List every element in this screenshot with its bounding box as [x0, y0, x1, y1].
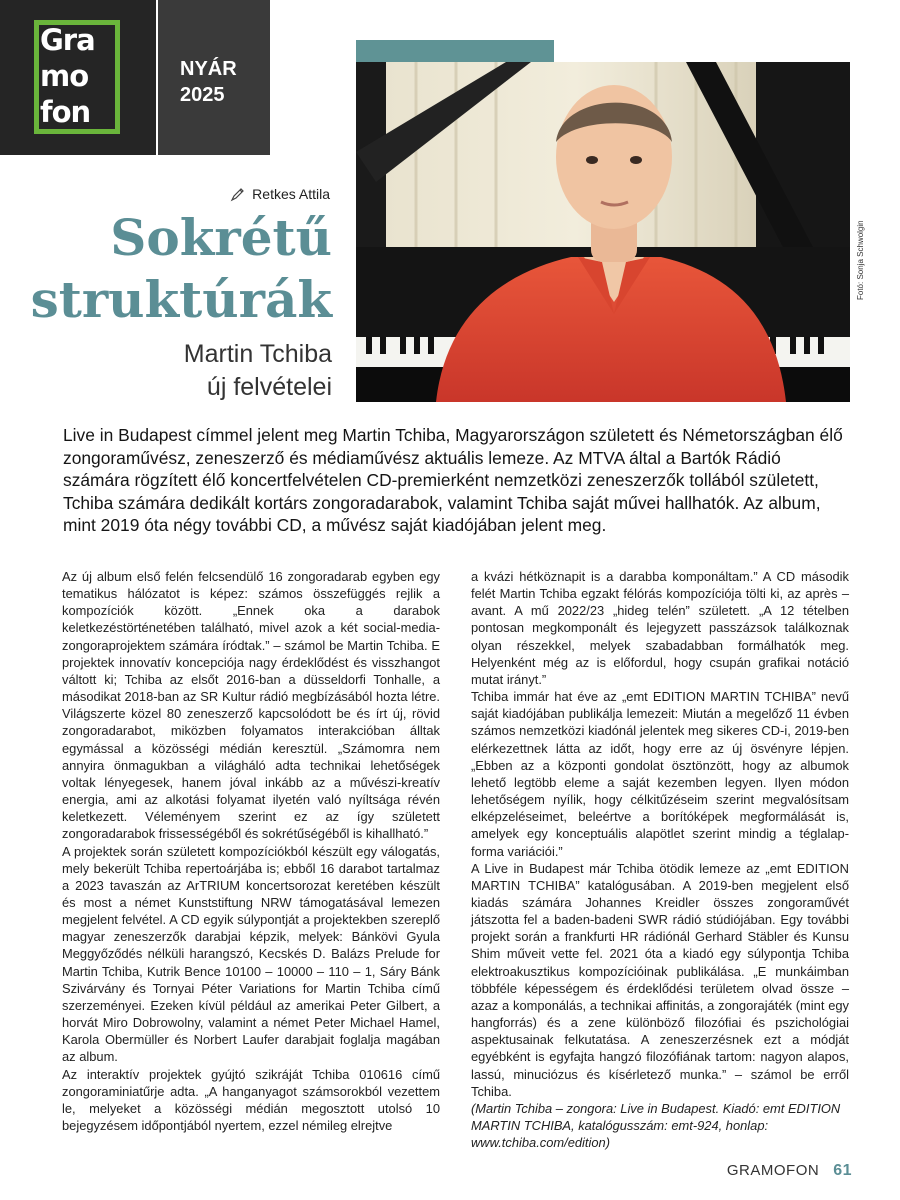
- photo-credit: Fotó: Sonja Schwolgin: [856, 220, 865, 300]
- issue-year: 2025: [180, 84, 225, 106]
- gramofon-logo: [0, 0, 156, 155]
- article-photo: [356, 62, 850, 402]
- body-paragraph: Az interaktív projektek gyújtó szikráját Tchiba 010616 című zongoraminiatűrje adta. „A hanganyagot számsorokból vezettem le, melyeket a közösségi médián megosztott utolsó 10 bejegyzésem időpontjából nyertem, ezzel némileg elrejtve: [62, 1066, 440, 1133]
- title-line: Sokrétű: [110, 208, 332, 267]
- logo-wordmark: [40, 22, 120, 130]
- body-column-left: [62, 568, 440, 1134]
- logo-line: fon: [40, 95, 91, 129]
- body-paragraph: Az új album első felén felcsendülő 16 zongoradarab egyben egy tematikus hálózatot is képez: számos összefüggés rejlik a kompozíciók között. „Ennek oka a darabok keletkezéstörténetében található, mivel azok a két social-media-zongoraprojektem számára íródtak.” – számol be Martin Tchiba. E projektek innovatív koncepciója nagy érdeklődést és visszhangot váltott ki; Tchiba az elsőt 2016-ban a düsseldorfi Tonhalle, a másodikat 2018-ban az SR Kultur rádió megbízásából hozta létre. Világszerte közel 80 zeneszerző kapcsolódott be és írt új, rövid zongoradarabot, miközben folyamatos interakcióban álltak egymással a közösségi médián keresztül. „Számomra nem annyira önmagukban a világháló adta technikai lehetőségek voltak lényegesek, hanem jóval inkább az a művészi-kreatív energia, ami az alkotási folyamat ilyetén való nyíltsága révén keletkezett. Véleményem szerint ez az így született zongoradarabok frissességéből és sokrétűségéből is kihallható.”: [62, 569, 440, 842]
- body-paragraph: Tchiba immár hat éve az „emt EDITION MARTIN TCHIBA” nevű saját kiadójában publikálja lemezeit: Miután a megelőző 11 évben számos nemzetközi kiadónál jelentek meg sikeres CD-i, 2019-ben elérkezettnek látta az időt, hogy erre az új ösvényre lépjen. „Ebben az a központi gondolat ösztönzött, hogy az albumok lehető legtöbb eleme a saját kezemben legyen. Ilyen módon lehetőségem nyílik, hogy célkitűzéseim szerint megvalósítsam elképzeléseimet, beleértve a borítóképek megformálását is, amelyek egy konceptuális alapötlet szerint mindig a téglalap-forma variációi.”: [471, 689, 849, 859]
- accent-bar: [356, 40, 554, 62]
- magazine-name: GRAMOFON: [726, 1162, 820, 1179]
- body-paragraph: A Live in Budapest már Tchiba ötödik lemeze az „emt EDITION MARTIN TCHIBA” katalógusában. A 2019-ben megjelent első kiadás számára Johannes Kreidler összes zongoraművét játszotta fel a baden-badeni SWR rádió stúdiójában. Egy további projekt során a frankfurti HR rádiónál Gerhard Stäbler és Kunsu Shim műveit vette fel. 2021 óta a kiadó egy súlypontja Tchiba elektroakusztikus kompozícióinak publikálása. „E munkáimban többféle képességem és érdeklődési területem olvad össze – azaz a komponálás, a technikai affinitás, a zongorajáték (mint egy hangforrás) és a zene különböző filozófiai és pszichológiai aspektusainak felkutatása. A zeneszerzésnek ezt a módját egyébként is egyfajta hangzó filozófiának tartom: nagyon alapos, lassú, minuciózus és kísérletező munka.” – számol be erről Tchiba.: [471, 860, 849, 1099]
- article-subtitle: [184, 338, 332, 404]
- subtitle-line: új felvételei: [206, 373, 332, 401]
- author-name: Retkes Attila: [252, 186, 330, 202]
- subtitle-line: Martin Tchiba: [183, 340, 332, 368]
- logo-line: mo: [40, 59, 89, 93]
- issue-label: [158, 0, 270, 155]
- page-number: 61: [833, 1162, 852, 1179]
- body-paragraph: A projektek során született kompozíciókból készült egy válogatás, mely bekerült Tchiba repertoárjába is; ebből 16 darabot tartalmaz a 2023 tavaszán az ArTRIUM koncertsorozat keretében készült és most a német Kunststiftung NRW támogatásával lemezen megjelent felvétel. A CD egyik súlypontját a projektekben szereplő magyar zeneszerzők darabjai képzik, melyek: Bánkövi Gyula Meggyőződés nélküli harangszó, Kecskés D. Balázs Prelude for Martin Tchiba, Kutrik Bence 10100 – 10000 – 110 – 1, Sáry Bánk Szivárvány és Tornyai Péter Variations for Martin Tchiba című szerzeményei. Ezeken kívül például az amerikai Peter Gilbert, a horvát Miro Dobrowolny, valamint a német Peter Michael Hamel, Karola Obermüller és Norbert Laufer darabjait foglalja magában az album.: [62, 843, 440, 1065]
- pen-icon: [230, 186, 246, 202]
- body-paragraph: a kvázi hétköznapit is a darabba komponáltam.” A CD második felét Martin Tchiba egzakt félórás kompozíciója tölti ki, az après – avant. A mű 2022/23 „hideg telén” született. „A 12 tételben pontosan megkomponált és lejegyzett passzázsok találkoznak olyan részekkel, melyek szabadabban formálhatók meg. Helyenként még az is előfordul, hogy csupán grafikai notáció mutat irányt.”: [471, 569, 849, 687]
- pianist-photo: [356, 62, 850, 402]
- body-column-right: [471, 568, 849, 1151]
- page-footer: [727, 1162, 852, 1180]
- article-title: [31, 207, 332, 331]
- logo-line: Gra: [40, 23, 95, 57]
- issue-season: NYÁR: [180, 58, 237, 80]
- article-lead: Live in Budapest címmel jelent meg Martin Tchiba, Magyarországon született és Németországban élő zongoraművész, zeneszerző és médiaművész aktuális lemeze. Az MTVA által a Bartók Rádió számára rögzített élő koncertfelvételen CD-premierként nemzetközi zeneszerzők tollából született, Tchiba számára dedikált kortárs zongoradarabok, valamint Tchiba saját művei hallhatók. Az album, mint 2019 óta négy további CD, a művész saját kiadójában jelent meg.: [63, 425, 843, 536]
- title-line: struktúrák: [30, 270, 332, 329]
- author-byline: [230, 186, 330, 202]
- release-note: (Martin Tchiba – zongora: Live in Budapest. Kiadó: emt EDITION MARTIN TCHIBA, katalógusszám: emt-924, honlap: www.tchiba.com/edition): [471, 1100, 841, 1151]
